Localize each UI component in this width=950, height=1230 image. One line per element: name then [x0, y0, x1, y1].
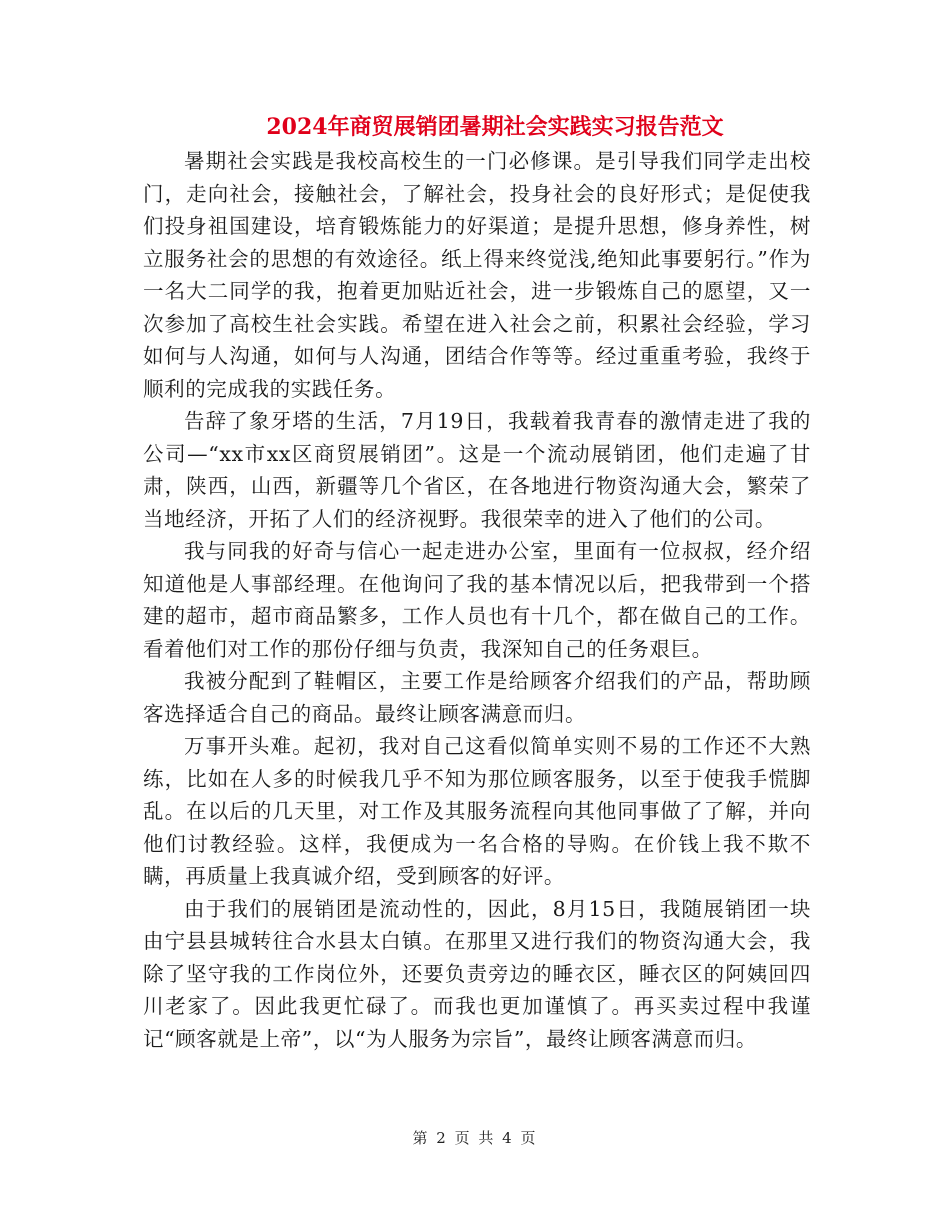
paragraph: 告辞了象牙塔的生活，7月19日，我载着我青春的激情走进了我的公司—“xx市xx区商贸展销团”。这是一个流动展销团，他们走遍了甘肃，陕西，山西，新疆等几个省区，在各地进行物资沟通大会，繁荣了当地经济，开拓了人们的经济视野。我很荣幸的进入了他们的公司。	[143, 409, 811, 531]
paragraph: 我与同我的好奇与信心一起走进办公室，里面有一位叔叔，经介绍知道他是人事部经理。在他询问了我的基本情况以后，把我带到一个搭建的超市，超市商品繁多，工作人员也有十几个，都在做自己的工作。看着他们对工作的那份仔细与负责，我深知自己的任务艰巨。	[143, 539, 811, 661]
paragraph: 由于我们的展销团是流动性的，因此，8月15日，我随展销团一块由宁县县城转往合水县太白镇。在那里又进行我们的物资沟通大会，我除了坚守我的工作岗位外，还要负责旁边的睡衣区，睡衣区的阿姨回四川老家了。因此我更忙碌了。而我也更加谨慎了。再买卖过程中我谨记“顾客就是上帝”，以“为人服务为宗旨”，最终让顾客满意而归。	[143, 896, 811, 1051]
document-title: 2024年商贸展销团暑期社会实践实习报告范文	[266, 114, 724, 140]
page-number-footer: 第 2 页 共 4 页	[412, 1129, 538, 1147]
paragraph: 万事开头难。起初，我对自己这看似简单实则不易的工作还不大熟练，比如在人多的时候我几乎不知为那位顾客服务，以至于使我手慌脚乱。在以后的几天里，对工作及其服务流程向其他同事做了了解，并向他们讨教经验。这样，我便成为一名合格的导购。在价钱上我不欺不瞒，再质量上我真诚介绍，受到顾客的好评。	[143, 734, 811, 888]
document-body	[143, 145, 811, 1055]
paragraph: 我被分配到了鞋帽区，主要工作是给顾客介绍我们的产品，帮助顾客选择适合自己的商品。最终让顾客满意而归。	[143, 669, 811, 726]
paragraph: 暑期社会实践是我校高校生的一门必修课。是引导我们同学走出校门，走向社会，接触社会，了解社会，投身社会的良好形式；是促使我们投身祖国建设，培育锻炼能力的好渠道；是提升思想，修身养性，树立服务社会的思想的有效途径。纸上得来终觉浅,绝知此事要躬行。”作为一名大二同学的我，抱着更加贴近社会，进一步锻炼自己的愿望，又一次参加了高校生社会实践。希望在进入社会之前，积累社会经验，学习如何与人沟通，如何与人沟通，团结合作等等。经过重重考验，我终于顺利的完成我的实践任务。	[143, 149, 811, 401]
